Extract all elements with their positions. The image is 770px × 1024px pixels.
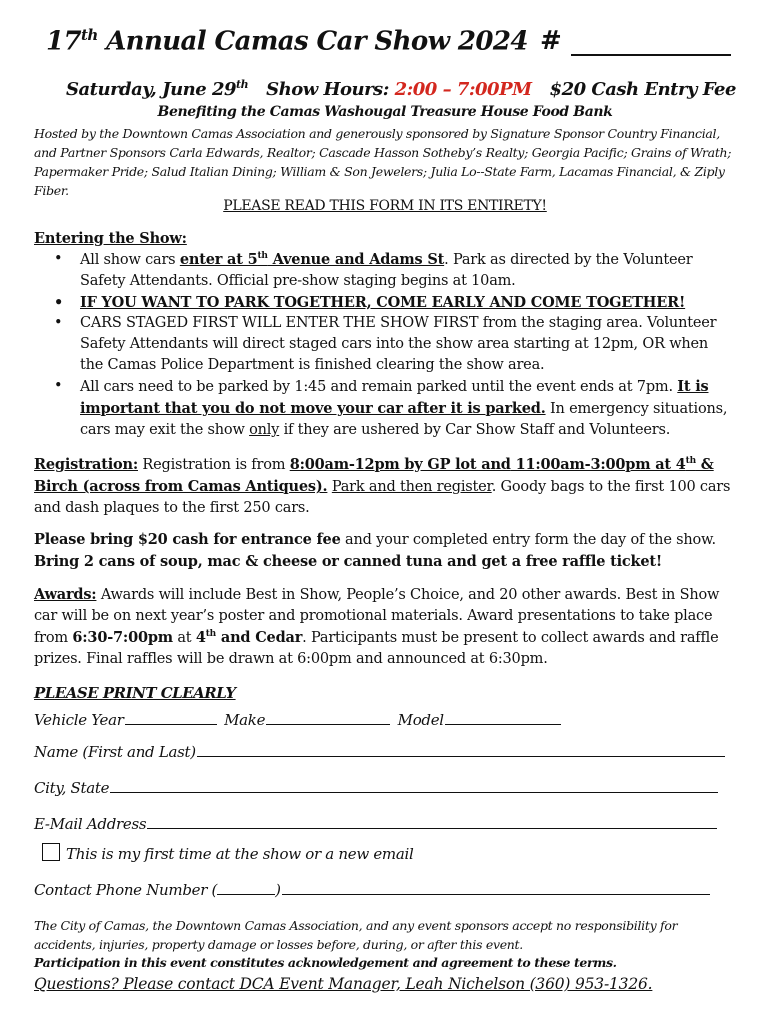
- awards-location: 4th and Cedar: [195, 629, 303, 646]
- title-ordinal-suffix: th: [80, 26, 98, 44]
- name-field[interactable]: [197, 740, 725, 757]
- event-info-row: [66, 78, 736, 100]
- entry-number-field[interactable]: [571, 28, 731, 56]
- page-title: [46, 26, 528, 57]
- entering-section: [34, 228, 734, 441]
- sponsors-text: Hosted by the Downtown Camas Association and generously sponsored by Signature Sponsor Country Financial, and Partner Sponsors Carla Edwards, Realtor; Cascade Hasson Sotheby’s Realty; Georgia Pacific; Grains of Wrath; Papermaker Pride; Salud Italian Dining; William & Son Jewelers; Julia Lo--State Farm, Lacamas Financial, & Ziply Fiber.: [34, 126, 732, 198]
- acknowledgement: Participation in this event constitutes acknowledgement and agreement to these terms.: [34, 955, 617, 970]
- city-row: [34, 776, 721, 797]
- entry-number-label: #: [540, 26, 562, 56]
- entry-number: [540, 26, 731, 56]
- phone-row: [34, 878, 713, 899]
- phone-label: Contact Phone Number (: [34, 881, 218, 899]
- show-hours-label: Show Hours:: [266, 79, 395, 100]
- title-ordinal: 17: [46, 26, 81, 57]
- show-hours-value: 2:00 – 7:00PM: [394, 79, 532, 100]
- email-field[interactable]: [147, 812, 717, 829]
- email-row: [34, 812, 720, 833]
- make-label: Make: [224, 711, 266, 729]
- registration-section: Registration: Registration is from 8:00am-12pm by GP lot and 11:00am-3:00pm at 4th & Birch (across from Camas Antiques). Park and then register. Goody bags to the first 100 cars and dash plaques to the first 250 cars.: [34, 456, 731, 516]
- list-item: • IF YOU WANT TO PARK TOGETHER, COME EARLY AND COME TOGETHER!: [80, 292, 734, 313]
- email-label: E-Mail Address: [34, 815, 147, 833]
- list-item: • All cars need to be parked by 1:45 and remain parked until the event ends at 7pm. It is important that you do not move your car after it is parked. In emergency situations, cars may exit the show only if they are ushered by Car Show Staff and Volunteers.: [80, 376, 734, 441]
- title-row: [46, 26, 736, 64]
- registration-times: 8:00am-12pm by GP lot and 11:00am-3:00pm at 4th & Birch (across from Camas Antiques).: [34, 456, 714, 495]
- registration-heading: Registration:: [34, 456, 138, 473]
- awards-heading: Awards:: [34, 586, 97, 603]
- first-time-label: This is my first time at the show or a new email: [66, 845, 414, 863]
- event-date: Saturday, June 29: [66, 79, 237, 100]
- model-field[interactable]: [445, 708, 561, 725]
- bring-fee-line: Please bring $20 cash for entrance fee and your completed entry form the day of the show.: [34, 531, 716, 548]
- read-notice: PLEASE READ THIS FORM IN ITS ENTIRETY!: [223, 198, 547, 214]
- event-date-suffix: th: [236, 78, 249, 91]
- liability-disclaimer: The City of Camas, the Downtown Camas Association, and any event sponsors accept no responsibility for accidents, injuries, property damage or losses before, during, or after this event.: [34, 918, 678, 952]
- benefit-line: Benefiting the Camas Washougal Treasure House Food Bank: [157, 104, 613, 120]
- phone-paren: ): [275, 881, 281, 899]
- area-code-field[interactable]: [217, 878, 275, 895]
- phone-field[interactable]: [282, 878, 710, 895]
- vehicle-row: [34, 708, 564, 729]
- print-clearly-heading: PLEASE PRINT CLEARLY: [34, 684, 236, 702]
- name-label: Name (First and Last): [34, 743, 196, 761]
- awards-section: Awards: Awards will include Best in Show, People’s Choice, and 20 other awards. Best in Show car will be on next year’s poster and promotional materials. Award presentations to take place from 6:30-7:00pm at 4th and Cedar. Participants must be present to collect awards and raffle prizes. Final raffles will be drawn at 6:00pm and announced at 6:30pm.: [34, 586, 720, 667]
- entry-fee: $20 Cash Entry Fee: [549, 79, 736, 100]
- park-then-register: Park and then register: [331, 479, 492, 495]
- first-time-row: [42, 843, 414, 863]
- bring-section: [34, 529, 734, 572]
- title-text: Annual Camas Car Show 2024: [97, 26, 528, 57]
- name-row: [34, 740, 728, 761]
- vehicle-year-field[interactable]: [125, 708, 217, 725]
- city-state-label: City, State: [34, 779, 110, 797]
- make-field[interactable]: [266, 708, 390, 725]
- model-label: Model: [397, 711, 444, 729]
- entering-heading: Entering the Show:: [34, 230, 187, 247]
- awards-time: 6:30-7:00pm: [72, 629, 173, 646]
- contact-info: Questions? Please contact DCA Event Manager, Leah Nichelson (360) 953-1326.: [34, 975, 653, 993]
- vehicle-year-label: Vehicle Year: [34, 711, 124, 729]
- entering-list: [34, 249, 734, 441]
- city-state-field[interactable]: [110, 776, 718, 793]
- list-item: • CARS STAGED FIRST WILL ENTER THE SHOW FIRST from the staging area. Volunteer Safety Attendants will direct staged cars into the show area starting at 12pm, OR when the Camas Police Department is finished clearing the show area.: [80, 313, 734, 376]
- list-item: • All show cars enter at 5th Avenue and Adams St. Park as directed by the Volunteer Safety Attendants. Official pre-show staging begins at 10am.: [80, 249, 734, 292]
- first-time-checkbox[interactable]: [42, 843, 60, 861]
- bring-cans-line: Bring 2 cans of soup, mac & cheese or canned tuna and get a free raffle ticket!: [34, 553, 663, 570]
- entrance-location: enter at 5th Avenue and Adams St: [179, 251, 445, 268]
